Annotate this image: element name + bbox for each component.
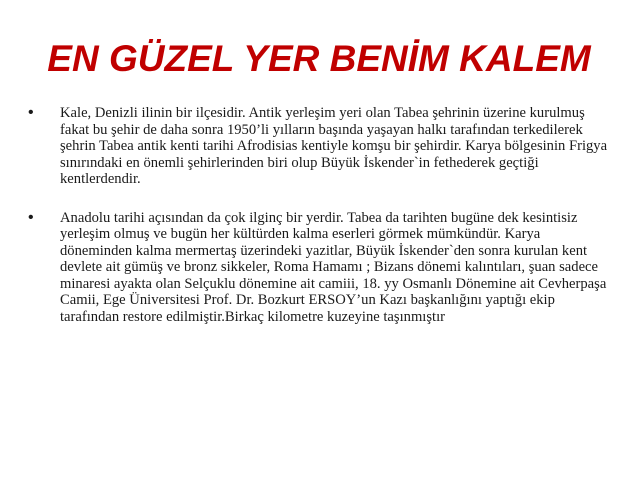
bullet-item xyxy=(28,210,608,326)
bullet-text: Anadolu tarihi açısından da çok ilginç bir yerdir. Tabea da tarihten bugüne dek kesintisiz yerleşim olmuş ve bugün her kültürden kalma eserleri görmek mümkündür. Karya döneminden kalma mermertaş üzerindeki yazitlar, Büyük İskender`den sonra kurulan kent devlete ait gümüş ve bronz sikkeler, Roma Hamamı ; Bizans dönemi kalıntıları, şuan sadece minaresi ayakta olan Selçuklu dönemine ait camiii, 18. yy Osmanlı Dönemine ait Cevherpaşa Camii, Ege Üniversitesi Prof. Dr. Bozkurt ERSOY’un Kazı başkanlığını yaptığı ekip tarafından restore edilmiştir.Birkaç kilometre kuzeyine taşınmıştır xyxy=(60,209,607,325)
bullet-dot-icon: • xyxy=(28,208,34,226)
bullet-dot-icon: • xyxy=(28,104,34,121)
slide-title: EN GÜZEL YER BENİM KALEM xyxy=(47,38,591,79)
bullet-text: Kale, Denizli ilinin bir ilçesidir. Antik yerleşim yeri olan Tabea şehrinin üzerine kurulmuş fakat bu şehir de daha sonra 1950’li yılların başında yaşayan halkı tarafından terkedilerek şehrin Tabea antik kenti tarihi Afrodisias kentiyle komşu bir şehirdir. Karya bölgesinin Frigya sınırındaki en önemli şehirlerinden biri olup Büyük İskender`in fethederek geçtiği kentlerdendir. xyxy=(60,105,608,187)
bullet-item xyxy=(28,105,608,188)
bullet-list xyxy=(28,105,608,325)
